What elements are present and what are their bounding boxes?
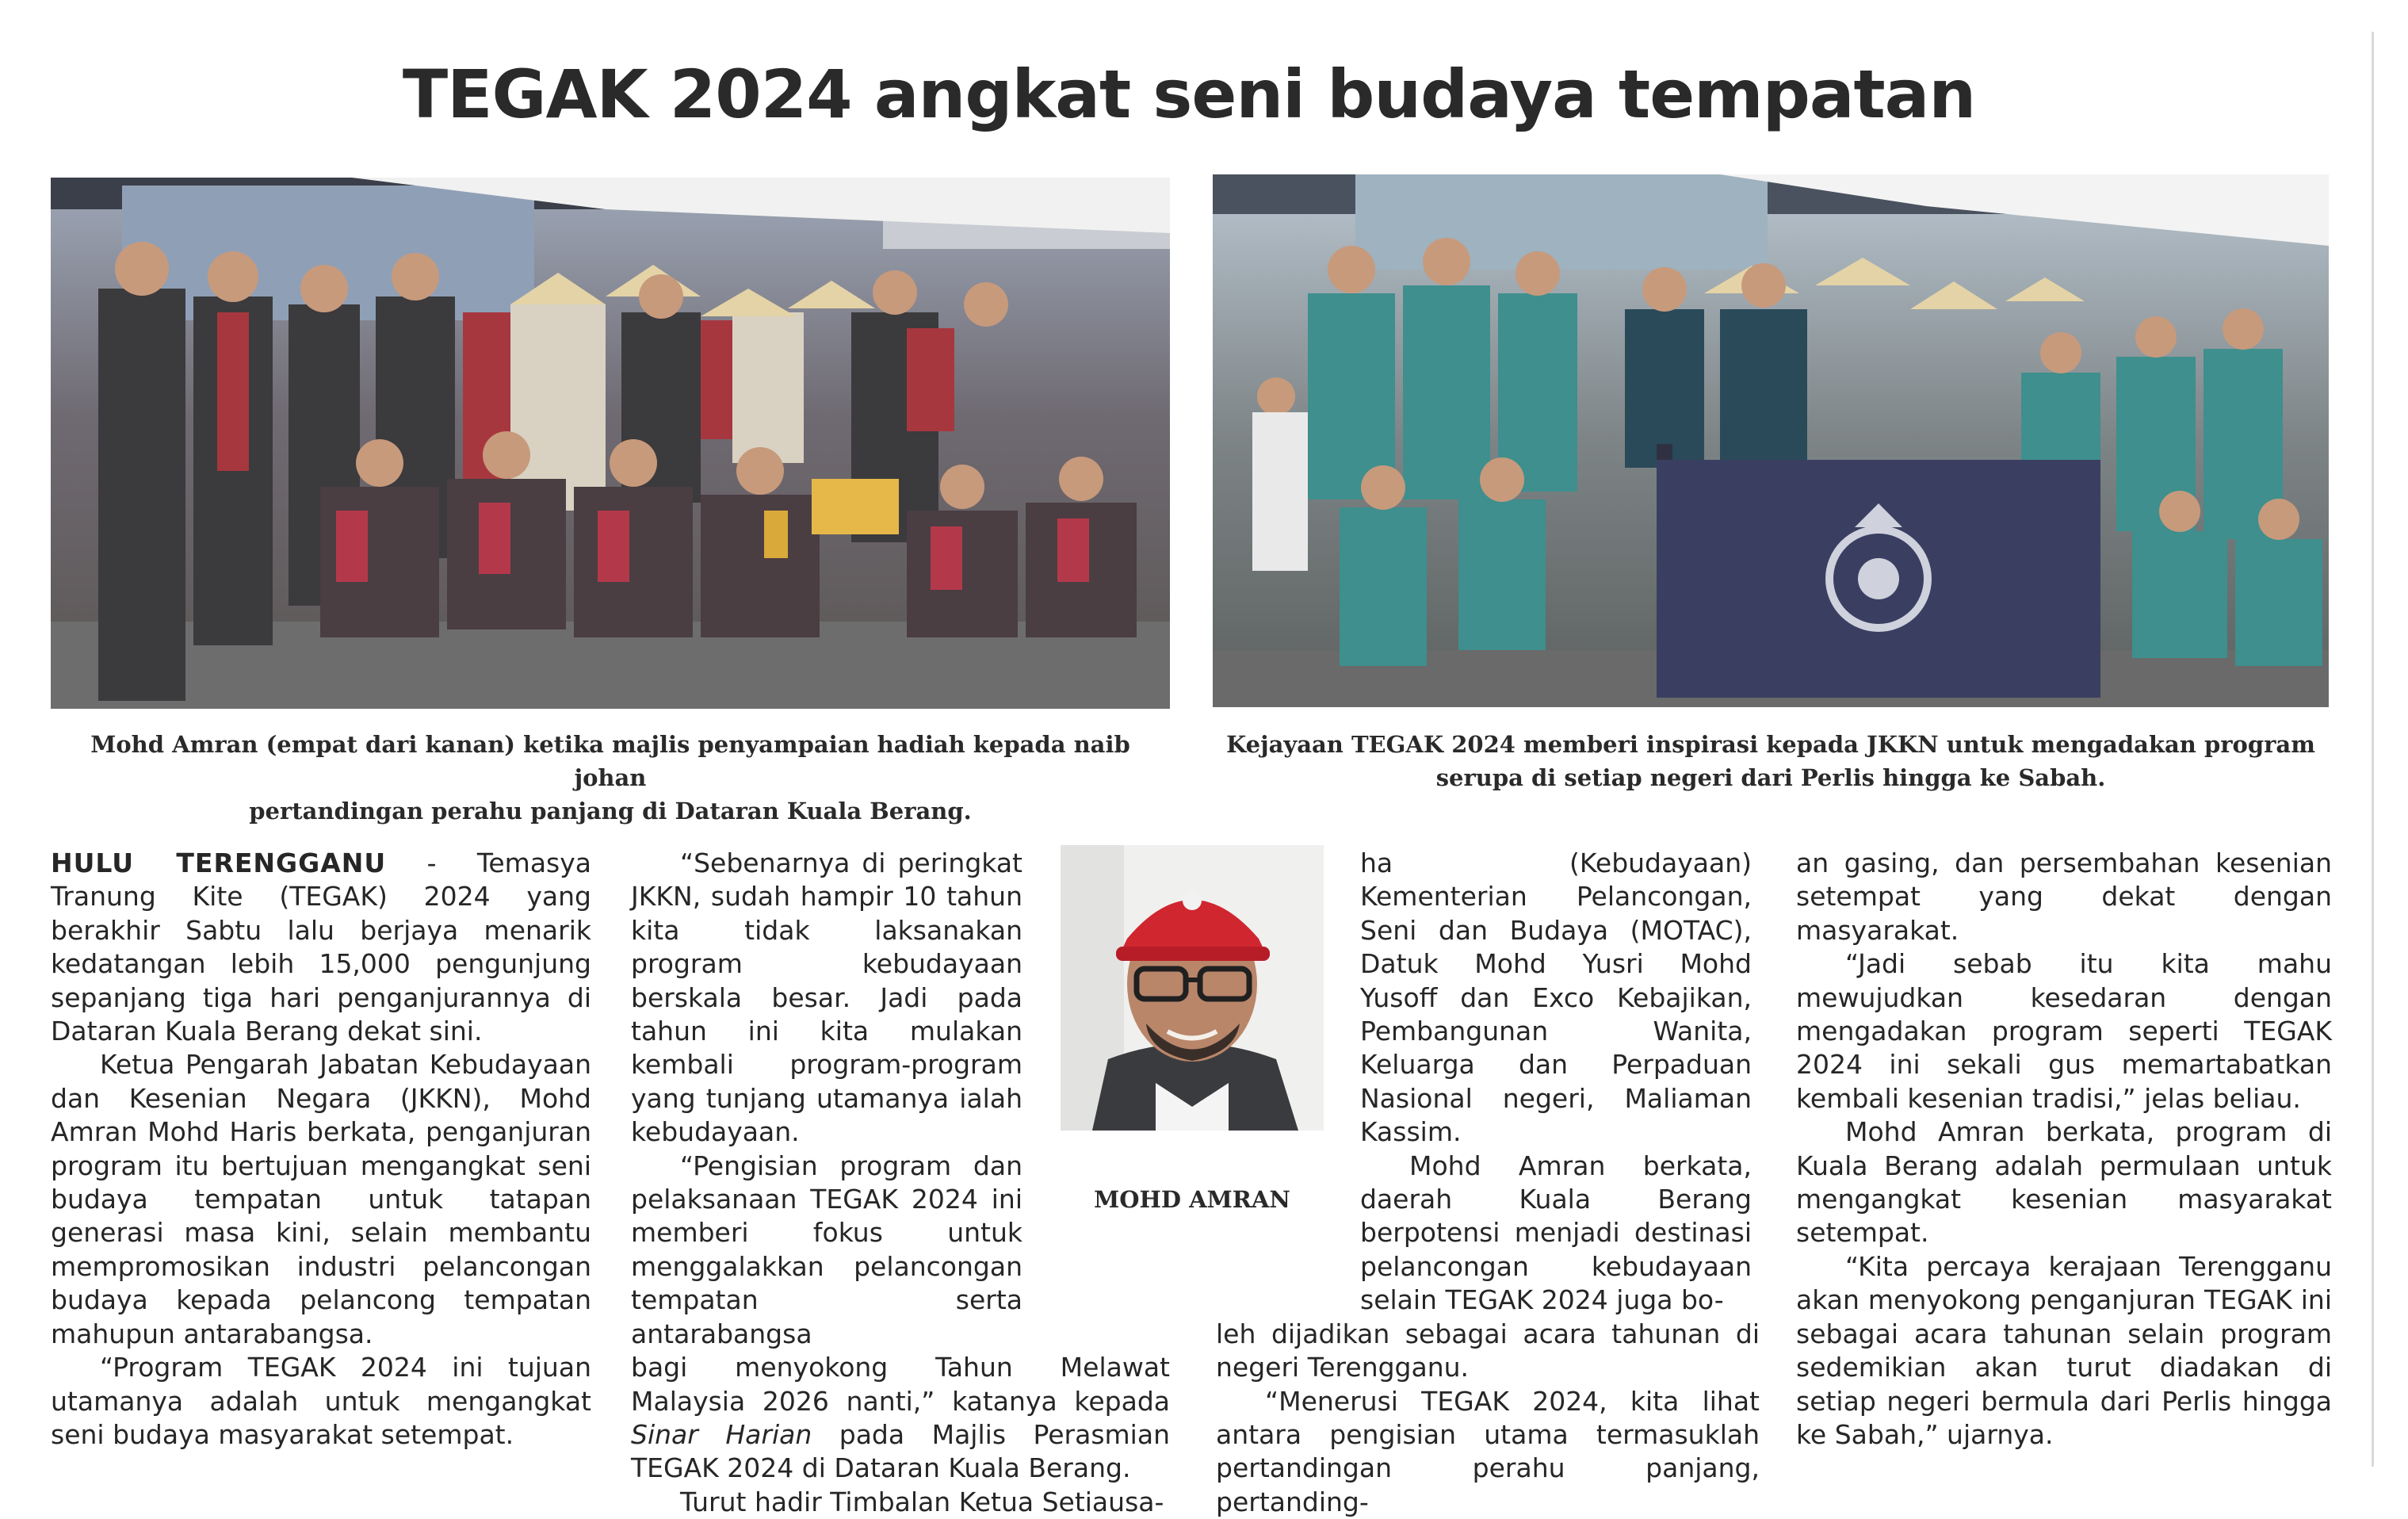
article-paragraph: “Pengisian program dan pelaksanaan TEGAK 2024 ini memberi fokus untuk menggalakkan pelancongan tempatan serta antarabangsa: [631, 1150, 1022, 1351]
article-paragraph: “Menerusi TEGAK 2024, kita lihat antara pengisian utama termasuklah pertandingan perahu panjang, pertanding-: [1216, 1385, 1760, 1519]
article-paragraph: “Sebenarnya di peringkat JKKN, sudah hampir 10 tahun kita tidak laksanakan program kebudayaan berskala besar. Jadi pada tahun ini kita mulakan kembali program-program yang tunjang utamanya ialah kebudayaan.: [631, 847, 1022, 1150]
article-paragraph: HULU TERENGGANU - Temasya Tranung Kite (TEGAK) 2024 yang berakhir Sabtu lalu berjaya menarik kedatangan lebih 15,000 pengunjung sepanjang tiga hari penganjurannya di Dataran Kuala Berang dekat sini.: [51, 847, 591, 1048]
portrait-name-caption: MOHD AMRAN: [1061, 1186, 1324, 1213]
photo-caption-1: Mohd Amran (empat dari kanan) ketika majlis penyampaian hadiah kepada naib johan pertandingan perahu panjang di Dataran Kuala Berang.: [51, 728, 1170, 828]
photo-award-ceremony: [51, 178, 1170, 709]
article-paragraph: an gasing, dan persembahan kesenian setempat yang dekat dengan masyarakat.: [1796, 847, 2332, 947]
publication-name: Sinar Harian: [631, 1419, 812, 1450]
article-paragraph: Turut hadir Timbalan Ketua Setiausa-: [631, 1486, 1170, 1519]
article-paragraph: “Program TEGAK 2024 ini tujuan utamanya adalah untuk mengangkat seni budaya masyarakat setempat.: [51, 1351, 591, 1452]
photo-winning-team: [1213, 174, 2329, 707]
article-paragraph: “Kita percaya kerajaan Terengganu akan menyokong penganjuran TEGAK ini sebagai acara tahunan selain program sedemikian akan turut diadakan di setiap negeri bermula dari Perlis hingga ke Sabah,” ujarnya.: [1796, 1250, 2332, 1452]
article-paragraph: Mohd Amran berkata, daerah Kuala Berang berpotensi menjadi destinasi pelancongan kebudayaan selain TEGAK 2024 juga bo-: [1360, 1150, 1752, 1318]
article-column-1: [51, 847, 591, 1452]
headline: TEGAK 2024 angkat seni budaya tempatan: [0, 55, 2378, 133]
article-paragraph: bagi menyokong Tahun Melawat Malaysia 2026 nanti,” katanya kepada Sinar Harian pada Majlis Perasmian TEGAK 2024 di Dataran Kuala Berang.: [631, 1351, 1170, 1486]
article-paragraph: Mohd Amran berkata, program di Kuala Berang adalah permulaan untuk mengangkat kesenian masyarakat setempat.: [1796, 1115, 2332, 1250]
dateline: HULU TERENGGANU: [51, 848, 386, 878]
page-edge-rule: [2372, 32, 2374, 1467]
article-paragraph: ha (Kebudayaan) Kementerian Pelancongan, Seni dan Budaya (MOTAC), Datuk Mohd Yusri Mohd Yusoff dan Exco Kebajikan, Pembangunan Wanita, Keluarga dan Perpaduan Nasional negeri, Maliaman Kassim.: [1360, 847, 1752, 1150]
article-paragraph: leh dijadikan sebagai acara tahunan di negeri Terengganu.: [1216, 1318, 1760, 1385]
article-column-4: [1796, 847, 2332, 1452]
photo-caption-2: Kejayaan TEGAK 2024 memberi inspirasi kepada JKKN untuk mengadakan program serupa di setiap negeri dari Perlis hingga ke Sabah.: [1213, 728, 2329, 794]
article-paragraph: Ketua Pengarah Jabatan Kebudayaan dan Kesenian Negara (JKKN), Mohd Amran Mohd Haris berkata, penganjuran program itu bertujuan mengangkat seni budaya tempatan untuk tatapan generasi masa kini, selain membantu mempromosikan industri pelancongan budaya kepada pelancong tempatan mahupun antarabangsa.: [51, 1048, 591, 1351]
article-column-2: [631, 847, 1170, 1519]
article-column-3: [1360, 847, 1752, 1519]
article-paragraph: “Jadi sebab itu kita mahu mewujudkan kesedaran dengan mengadakan program seperti TEGAK 2024 ini sekali gus memartabatkan kembali kesenian tradisi,” jelas beliau.: [1796, 947, 2332, 1115]
